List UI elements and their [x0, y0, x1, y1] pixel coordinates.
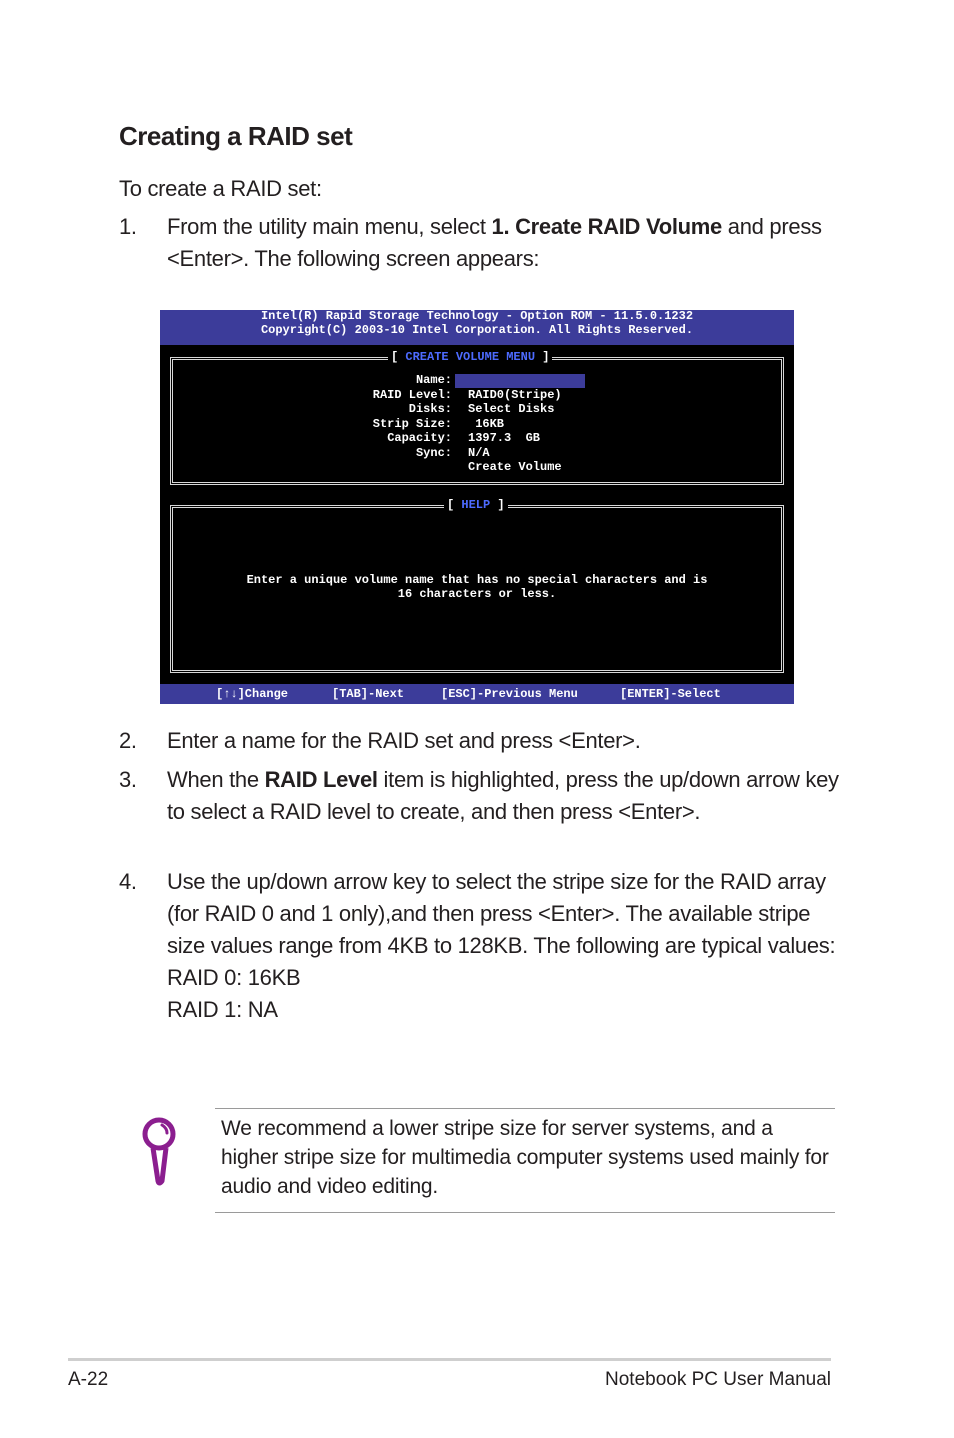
intro-text: To create a RAID set: [119, 176, 322, 201]
step-number: 4. [119, 869, 137, 894]
manual-title: Notebook PC User Manual [605, 1369, 831, 1390]
raid-level-value[interactable]: RAID0(Stripe) [468, 388, 562, 402]
step-text: From the utility main menu, select 1. Create RAID Volume and press <Enter>. The following screen appears: [167, 214, 822, 271]
help-title: [ HELP ] [444, 498, 508, 512]
step-1 [119, 211, 839, 275]
raid1-value: RAID 1: NA [167, 997, 278, 1022]
bios-header-line-1: Intel(R) Rapid Storage Technology - Option ROM - 11.5.0.1232 [260, 310, 694, 323]
capacity-value[interactable]: 1397.3 GB [468, 431, 541, 445]
step-4 [119, 866, 839, 1058]
field-label-name: Name: [415, 373, 452, 387]
note-bottom-rule [215, 1212, 835, 1213]
disks-value[interactable]: Select Disks [468, 402, 555, 416]
help-text-line-1: Enter a unique volume name that has no special characters and is [246, 573, 708, 587]
step-number: 3. [119, 767, 137, 792]
help-text-line-2: 16 characters or less. [397, 587, 557, 601]
field-label-raid-level: RAID Level: [372, 388, 452, 402]
note-text: We recommend a lower stripe size for server systems, and a higher stripe size for multimedia computer systems used mainly for audio and video editing. [221, 1117, 829, 1198]
bios-header-line-2: Copyright(C) 2003-10 Intel Corporation. All Rights Reserved. [260, 323, 694, 337]
field-label-disks: Disks: [408, 402, 452, 416]
step-text: Enter a name for the RAID set and press <Enter>. [167, 728, 641, 753]
field-label-capacity: Capacity: [387, 431, 452, 445]
step-number: 2. [119, 728, 137, 753]
note-magnifier-icon [140, 1115, 180, 1187]
step-4-description: Use the up/down arrow key to select the stripe size for the RAID array (for RAID 0 and 1 only),and then press <Enter>. The available stripe size values range from 4KB to 128KB. The following are typical values: [167, 869, 836, 958]
footer-previous-hint: [ESC]-Previous Menu [441, 687, 578, 701]
create-volume-button[interactable]: Create Volume [468, 460, 562, 474]
section-title: Creating a RAID set [119, 121, 353, 151]
note-top-rule [215, 1108, 835, 1109]
bios-header [160, 310, 794, 345]
footer-select-hint: [ENTER]-Select [620, 687, 721, 701]
page-number: A-22 [68, 1369, 109, 1390]
footer-rule [68, 1358, 831, 1361]
volume-name-input[interactable] [455, 374, 585, 388]
create-volume-menu-title: [ CREATE VOLUME MENU ] [388, 350, 552, 364]
field-label-strip-size: Strip Size: [372, 417, 452, 431]
step-number: 1. [119, 214, 137, 239]
strip-size-value[interactable]: 16KB [468, 417, 505, 431]
step-text: When the RAID Level item is highlighted, press the up/down arrow key to select a RAID level to create, and then press <Enter>. [167, 767, 839, 824]
footer-next-hint: [TAB]-Next [332, 687, 405, 701]
field-label-sync: Sync: [415, 446, 452, 460]
sync-value[interactable]: N/A [468, 446, 490, 460]
bios-footer [160, 684, 794, 704]
footer-change-hint: [↑↓]Change [216, 687, 289, 701]
raid0-value: RAID 0: 16KB [167, 965, 301, 990]
step-3 [119, 764, 839, 860]
step-text [167, 866, 847, 1026]
bios-screenshot [160, 310, 794, 704]
step-2 [119, 725, 839, 757]
